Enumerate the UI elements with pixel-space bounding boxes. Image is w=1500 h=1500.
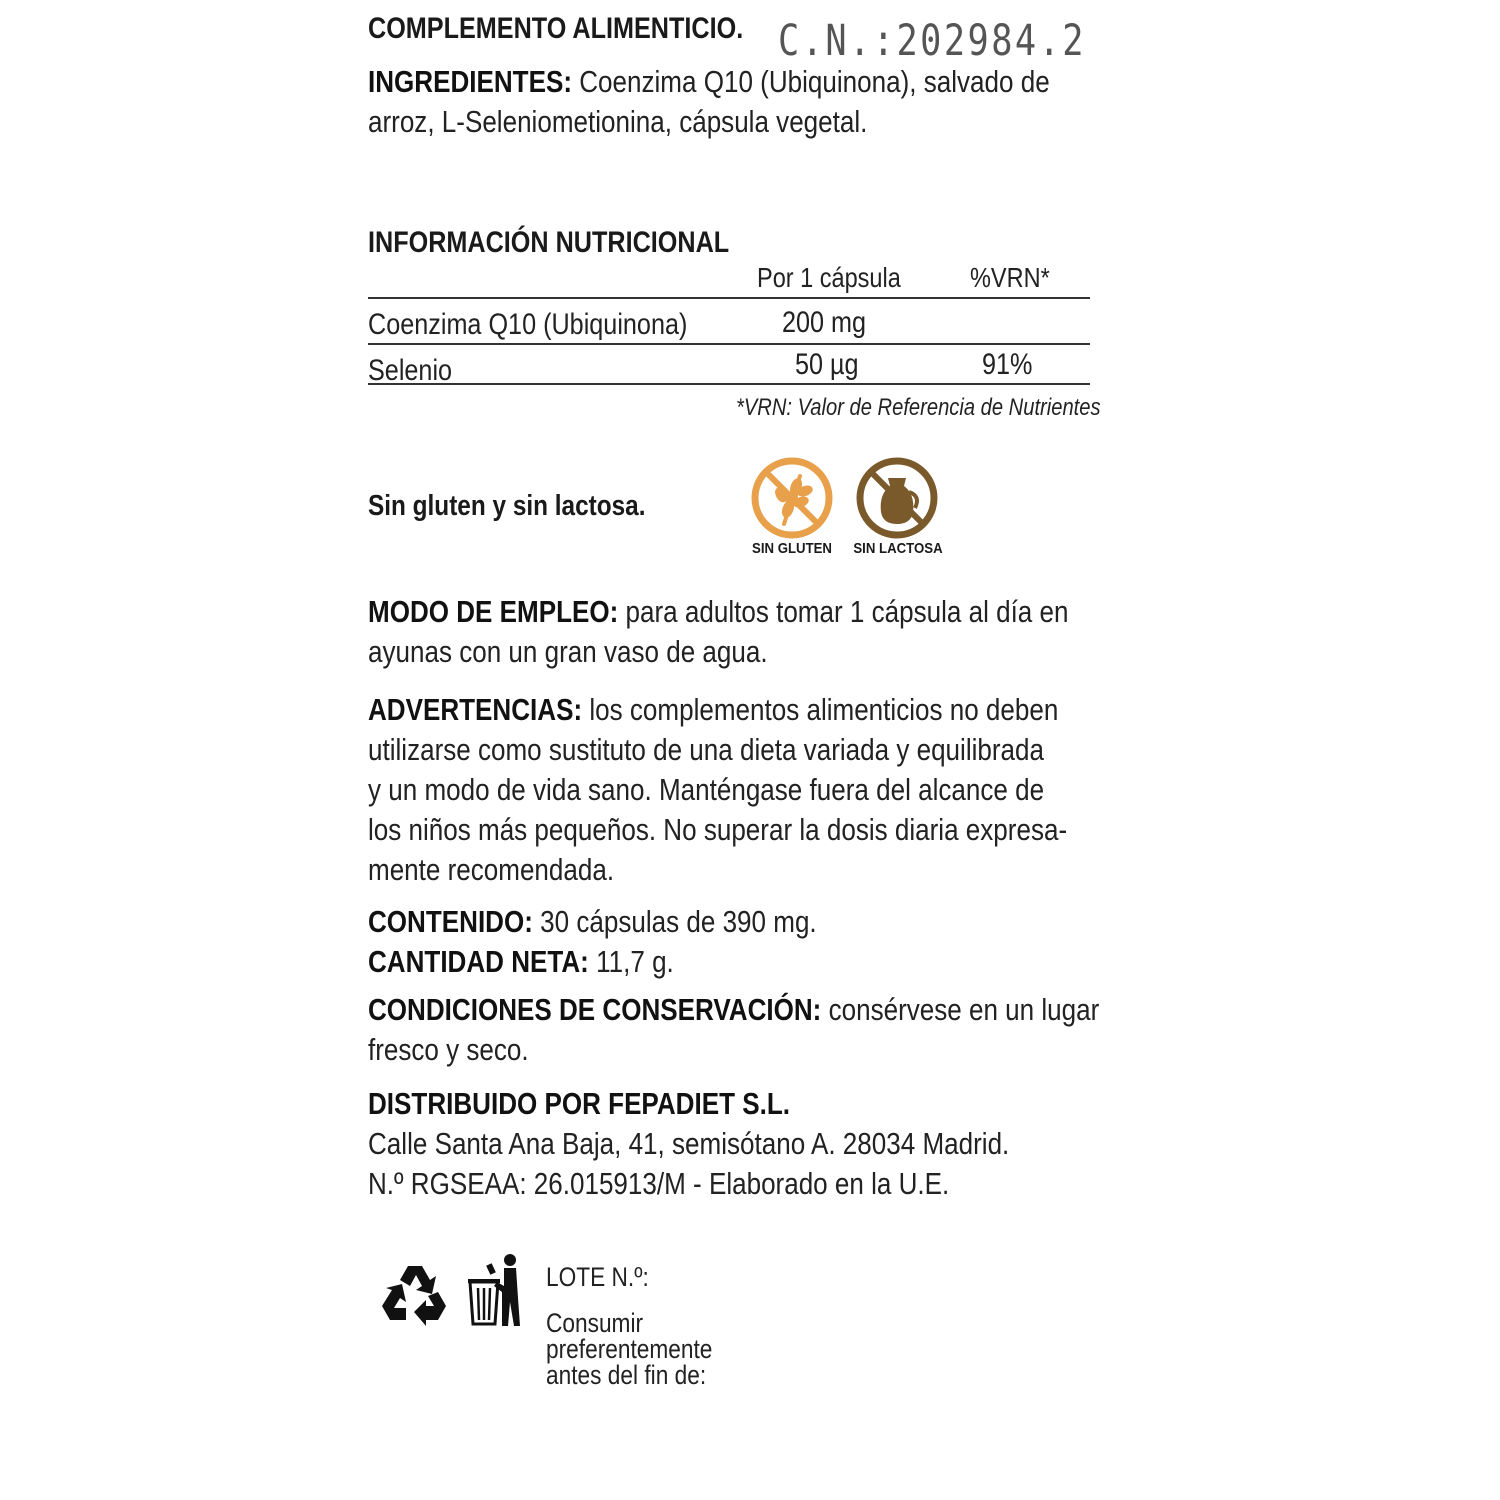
warnings-label: ADVERTENCIAS: bbox=[368, 692, 583, 727]
distributor-registry: N.º RGSEAA: 26.015913/M - Elaborado en la U.E. bbox=[368, 1166, 950, 1201]
storage-line1: consérvese en un lugar bbox=[828, 992, 1100, 1027]
cn-code: C.N.:202984.2 bbox=[778, 16, 1086, 66]
distributor-label: DISTRIBUIDO POR FEPADIET S.L. bbox=[368, 1086, 790, 1121]
table-rule-bottom bbox=[368, 383, 1090, 385]
product-type-title: COMPLEMENTO ALIMENTICIO. bbox=[368, 12, 744, 45]
usage-line2: ayunas con un gran vaso de agua. bbox=[368, 634, 768, 669]
best-before-line2: preferentemente bbox=[546, 1334, 713, 1364]
recycle-icon bbox=[378, 1262, 450, 1328]
vrn-footnote: *VRN: Valor de Referencia de Nutrientes bbox=[736, 394, 1101, 421]
table-rule-mid bbox=[368, 343, 1090, 345]
warnings-line1: los complementos alimenticios no deben bbox=[589, 692, 1059, 727]
net-quantity-value: 11,7 g. bbox=[596, 944, 674, 979]
net-quantity-label: CANTIDAD NETA: bbox=[368, 944, 589, 979]
best-before-line1: Consumir bbox=[546, 1308, 644, 1338]
distributor-block bbox=[368, 1084, 1124, 1204]
distributor-address: Calle Santa Ana Baja, 41, semisótano A. 28034 Madrid. bbox=[368, 1126, 1010, 1161]
nutrient-amount: 50 µg bbox=[795, 348, 859, 381]
warnings-line2: utilizarse como sustituto de una dieta variada y equilibrada bbox=[368, 732, 1044, 767]
no-lactose-icon bbox=[855, 456, 939, 540]
content-block bbox=[368, 902, 1124, 982]
usage-block bbox=[368, 592, 1124, 672]
ingredients-line2: arroz, L-Seleniometionina, cápsula vegetal. bbox=[368, 104, 868, 139]
warnings-line4: los niños más pequeños. No superar la dosis diaria expresa- bbox=[368, 812, 1068, 847]
warnings-line5: mente recomendada. bbox=[368, 852, 615, 887]
table-rule-top bbox=[368, 297, 1090, 299]
content-value: 30 cápsulas de 390 mg. bbox=[540, 904, 817, 939]
nutrient-name: Coenzima Q10 (Ubiquinona) bbox=[368, 308, 688, 341]
nutrient-amount: 200 mg bbox=[782, 306, 867, 339]
ingredients-line1: Coenzima Q10 (Ubiquinona), salvado de bbox=[579, 64, 1050, 99]
nutrient-name: Selenio bbox=[368, 354, 453, 387]
usage-label: MODO DE EMPLEO: bbox=[368, 594, 619, 629]
no-gluten-icon bbox=[750, 456, 834, 540]
no-lactose-caption: SIN LACTOSA bbox=[853, 540, 943, 557]
ingredients-label: INGREDIENTES: bbox=[368, 64, 573, 99]
warnings-block bbox=[368, 690, 1124, 890]
lot-number-label: LOTE N.º: bbox=[546, 1262, 649, 1292]
nutrition-col-per-capsule: Por 1 cápsula bbox=[757, 262, 901, 293]
storage-line2: fresco y seco. bbox=[368, 1032, 529, 1067]
storage-block bbox=[368, 990, 1124, 1070]
tidyman-bin-icon bbox=[464, 1252, 524, 1328]
nutrition-col-vrn: %VRN* bbox=[970, 262, 1050, 293]
content-label: CONTENIDO: bbox=[368, 904, 533, 939]
allergen-statement: Sin gluten y sin lactosa. bbox=[368, 490, 646, 522]
storage-label: CONDICIONES DE CONSERVACIÓN: bbox=[368, 992, 822, 1027]
ingredients-block bbox=[368, 62, 1124, 142]
no-gluten-caption: SIN GLUTEN bbox=[752, 540, 832, 557]
nutrient-vrn: 91% bbox=[982, 348, 1033, 381]
nutrition-title: INFORMACIÓN NUTRICIONAL bbox=[368, 226, 730, 259]
usage-line1: para adultos tomar 1 cápsula al día en bbox=[625, 594, 1069, 629]
warnings-line3: y un modo de vida sano. Manténgase fuera del alcance de bbox=[368, 772, 1045, 807]
best-before-line3: antes del fin de: bbox=[546, 1360, 707, 1390]
